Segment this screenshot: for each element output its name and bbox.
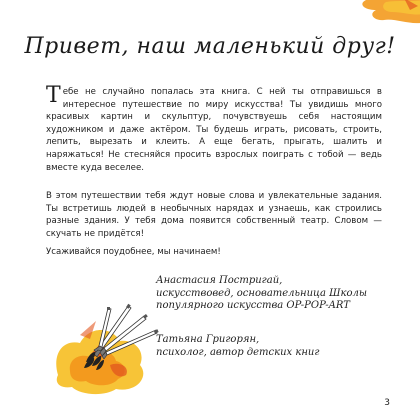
page-title: Привет, наш маленький друг! — [24, 34, 396, 59]
page-number: 3 — [384, 398, 390, 408]
signature-postrigay — [156, 275, 386, 313]
signature-grigoryan — [156, 334, 386, 359]
author-name: Татьяна Григорян, — [156, 334, 260, 345]
author-school: популярного искусства OP-POP-ART — [156, 300, 350, 312]
intro-paragraph — [46, 83, 382, 174]
drop-cap: Т — [46, 83, 61, 108]
journey-paragraph: В этом путешествии тебя ждут новые слова и увлекательные задания. Ты встретишь людей в необычных нарядах и узнаешь, как строились разные здания. У тебя дома появится собственный театр. Словом — скучать не придётся! — [46, 191, 382, 239]
paint-splash-top-decoration — [356, 0, 420, 26]
paintbrushes-icon — [64, 300, 164, 376]
author-role: психолог, автор детских книг — [156, 346, 320, 358]
author-name: Анастасия Постригай, — [156, 275, 283, 286]
closing-paragraph: Усаживайся поудобнее, мы начинаем! — [46, 247, 221, 257]
intro-paragraph-text: ебе не случайно попалась эта книга. С ней ты отправишься в интересное путешествие по миру искусства! Ты увидишь много красивых картин и скульптур, почувствуешь себя настоящим художником и даже актёром. Ты будешь играть, рисовать, строить, лепить, вырезать и клеить. А еще бегать, прыгать, шалить и наряжаться! Не стесняйся просить взрослых поиграть с тобой — ведь вместе куда веселее. — [46, 87, 382, 173]
author-role: искусствовед, основательница Школы — [156, 287, 368, 299]
